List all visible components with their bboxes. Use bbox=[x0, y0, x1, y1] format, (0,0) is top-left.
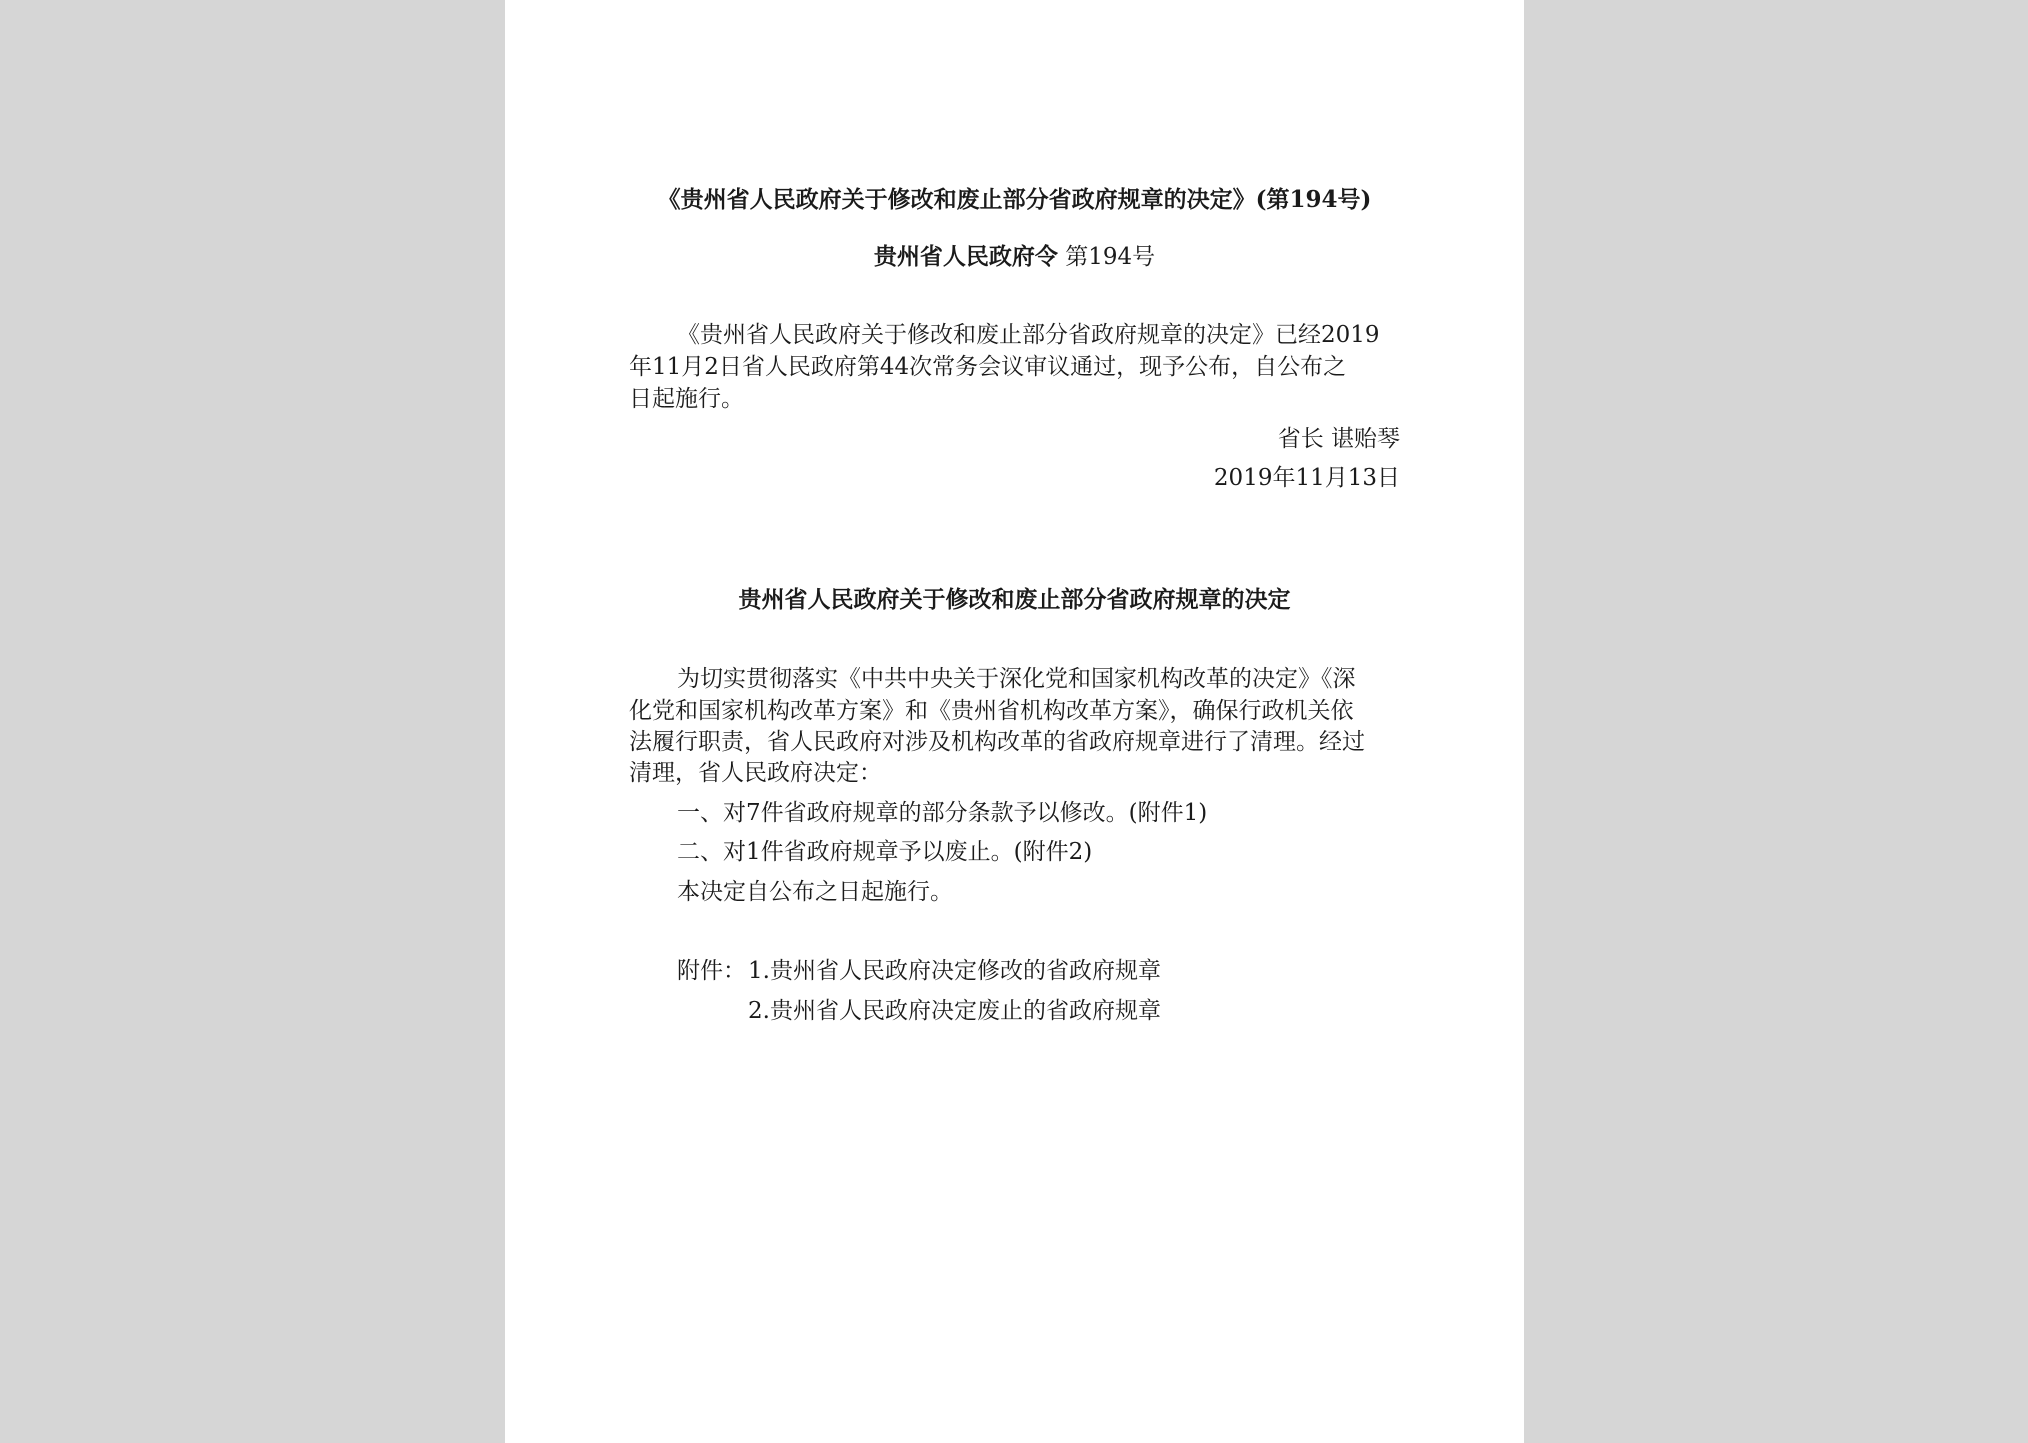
intro-line-3: 法履行职责，省人民政府对涉及机构改革的省政府规章进行了清理。经过 bbox=[629, 729, 1365, 755]
decision-item-2: 二、对1件省政府规章予以废止。(附件2) bbox=[677, 839, 1093, 865]
document-page bbox=[505, 0, 1524, 1443]
attachment-1: 1.贵州省人民政府决定修改的省政府规章 bbox=[748, 958, 1161, 984]
intro-line-2: 化党和国家机构改革方案》和《贵州省机构改革方案》，确保行政机关依 bbox=[629, 698, 1354, 724]
attachment-2: 2.贵州省人民政府决定废止的省政府规章 bbox=[748, 998, 1161, 1024]
promulgation-line-3: 日起施行。 bbox=[629, 386, 744, 412]
main-title: 《贵州省人民政府关于修改和废止部分省政府规章的决定》(第194号) bbox=[657, 186, 1372, 213]
promulgation-line-2: 年11月2日省人民政府第44次常务会议审议通过，现予公布，自公布之 bbox=[629, 354, 1347, 380]
decision-title: 贵州省人民政府关于修改和废止部分省政府规章的决定 bbox=[738, 586, 1291, 613]
order-issuer: 贵州省人民政府令 bbox=[873, 243, 1058, 270]
intro-line-1: 为切实贯彻落实《中共中央关于深化党和国家机构改革的决定》《深 bbox=[677, 666, 1356, 692]
promulgation-line-1: 《贵州省人民政府关于修改和废止部分省政府规章的决定》已经2019 bbox=[677, 322, 1380, 348]
order-line bbox=[505, 241, 1524, 273]
intro-line-4: 清理，省人民政府决定： bbox=[629, 760, 882, 786]
decision-item-1: 一、对7件省政府规章的部分条款予以修改。(附件1) bbox=[677, 800, 1208, 826]
attachments-label: 附件： bbox=[677, 958, 746, 984]
decision-effective: 本决定自公布之日起施行。 bbox=[677, 879, 953, 905]
order-number: 第194号 bbox=[1065, 244, 1156, 270]
signer: 省长 谌贻琴 bbox=[1277, 426, 1400, 452]
signature-date: 2019年11月13日 bbox=[1213, 465, 1400, 491]
